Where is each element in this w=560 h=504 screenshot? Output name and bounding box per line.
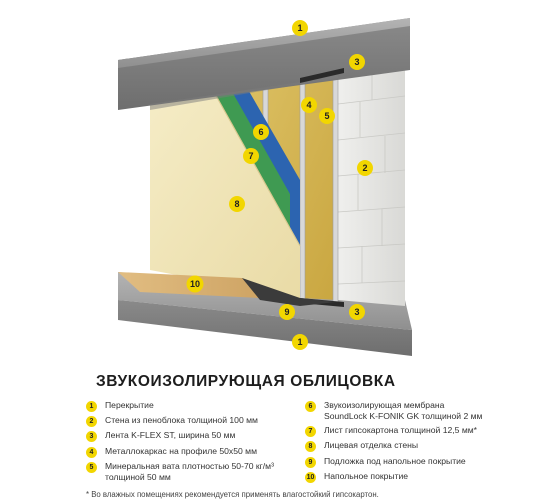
legend-badge: 2 [86,416,97,427]
legend-text: Перекрытие [105,400,154,410]
legend-badge: 9 [305,457,316,468]
legend-text: Лист гипсокартона толщиной 12,5 мм* [324,425,477,436]
marker-label: 7 [248,151,254,161]
legend-item [305,471,555,483]
marker-label: 6 [258,127,264,137]
marker-7 [243,148,259,164]
legend-right-column [305,400,555,486]
legend-text: Металлокаркас на профиле 50х50 мм [105,445,257,456]
legend-item [86,415,296,427]
legend-item [86,430,296,442]
legend-badge: 8 [305,441,316,452]
legend-item [305,440,555,452]
legend-badge: 4 [86,447,97,458]
marker-label: 1 [297,23,303,33]
marker-label: 10 [189,279,201,289]
marker-label: 2 [362,163,368,173]
marker-3-bottom [349,304,365,320]
legend-badge: 7 [305,426,316,437]
marker-4 [301,97,317,113]
diagram-title: ЗВУКОИЗОЛИРУЮЩАЯ ОБЛИЦОВКА [96,373,396,390]
legend-badge: 3 [86,431,97,442]
marker-1-top [292,20,308,36]
marker-label: 5 [324,111,330,121]
marker-label: 3 [354,307,360,317]
legend-badge: 10 [306,473,315,481]
marker-label: 4 [306,100,312,110]
legend-badge: 6 [305,401,316,412]
marker-2 [357,160,373,176]
marker-6 [253,124,269,140]
marker-3-top [349,54,365,70]
marker-10 [187,276,204,293]
marker-5 [319,108,335,124]
legend-badge: 5 [86,462,97,473]
legend-text: Подложка под напольное покрытие [324,455,466,466]
legend-text: Напольное покрытие [324,470,409,481]
legend-item [305,456,555,468]
legend-item [305,425,555,437]
legend-item [305,400,555,422]
marker-1-bottom [292,334,308,350]
legend-text: Стена из пеноблока толщиной 100 мм [105,415,258,426]
legend-text: Звукоизолирующая мембрана SoundLock K-FONIK GK толщиной 2 мм [324,400,483,421]
footnote: * Во влажных помещениях рекомендуется применять влагостойкий гипсокартон. [86,490,379,499]
legend-text: Лицевая отделка стены [324,440,419,451]
marker-label: 3 [354,57,360,67]
legend-item [86,446,296,458]
legend-item [86,461,296,483]
marker-label: 9 [284,307,290,317]
marker-label: 8 [234,199,240,209]
legend-left-column [86,400,296,486]
legend-item [86,400,296,412]
marker-8 [229,196,245,212]
marker-9 [279,304,295,320]
foam-block-wall [338,62,405,306]
legend-text: Минеральная вата плотностью 50-70 кг/м³ толщиной 50 мм [105,460,274,482]
legend-badge: 1 [86,401,97,412]
marker-label: 1 [297,337,303,347]
legend-text: Лента K-FLEX ST, ширина 50 мм [105,430,236,441]
